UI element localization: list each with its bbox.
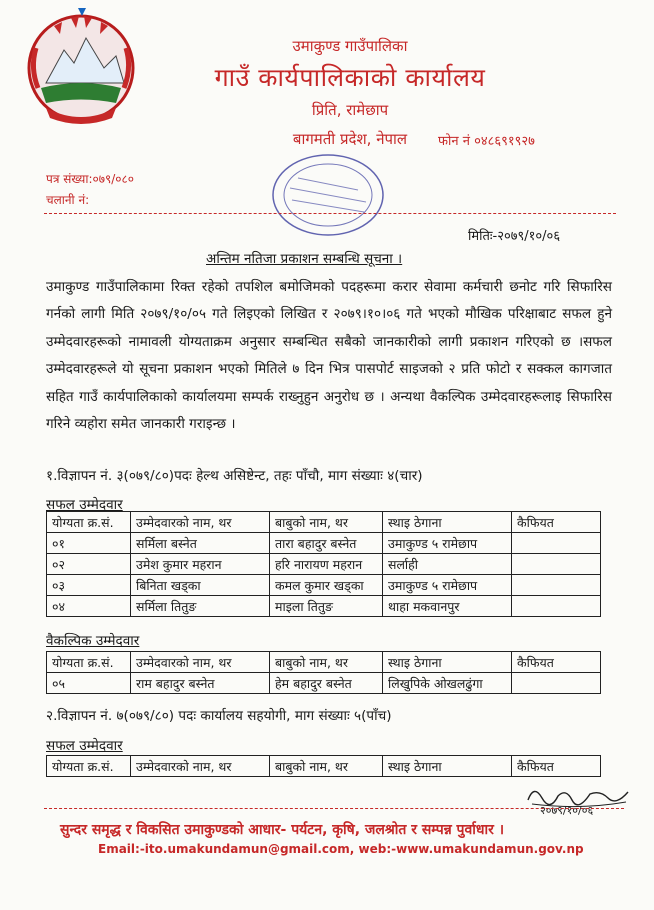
header-cell: उम्मेदवारको नाम, थर	[131, 652, 270, 673]
table-row	[47, 596, 601, 617]
header-cell: उम्मेदवारको नाम, थर	[131, 756, 270, 777]
advert-1-success-table	[46, 511, 601, 617]
table-cell: हेम बहादुर बस्नेत	[270, 673, 383, 694]
dispatch-number: चलानी नं:	[46, 193, 90, 207]
table-header-row	[47, 512, 601, 533]
table-cell: ०२	[47, 554, 131, 575]
table-cell: राम बहादुर बस्नेत	[131, 673, 270, 694]
table-header-row	[47, 652, 601, 673]
office-location: प्रिति, रामेछाप	[311, 101, 389, 119]
header-cell: स्थाइ ठेगाना	[383, 756, 512, 777]
advert-1-alternate-table	[46, 651, 601, 694]
table-cell: सर्लाही	[383, 554, 512, 575]
municipality-name: उमाकुण्ड गाउँपालिका	[292, 37, 408, 55]
header-cell: बाबुको नाम, थर	[270, 512, 383, 533]
advert-2-title: २.विज्ञापन नं. ७(०७९/८०) पदः कार्यालय सहयोगी, माग संख्याः ५(पाँच)	[46, 708, 392, 724]
table-cell	[512, 673, 601, 694]
header-cell: स्थाइ ठेगाना	[383, 512, 512, 533]
table-cell: बिनिता खड्का	[131, 575, 270, 596]
table-cell: माइला तितुङ	[270, 596, 383, 617]
header-cell: उम्मेदवारको नाम, थर	[131, 512, 270, 533]
signature-date: २०७९/१०/०६	[540, 804, 594, 817]
header-cell: योग्यता क्र.सं.	[47, 512, 131, 533]
table-cell: सर्मिला तितुङ	[131, 596, 270, 617]
table-cell: ०५	[47, 673, 131, 694]
table-cell: कमल कुमार खड्का	[270, 575, 383, 596]
header-cell: बाबुको नाम, थर	[270, 652, 383, 673]
table-cell: उमेश कुमार महरान	[131, 554, 270, 575]
header-cell: योग्यता क्र.सं.	[47, 756, 131, 777]
footer-contact: Email:-ito.umakundamun@gmail.com, web:-www.umakundamun.gov.np	[98, 842, 584, 856]
header-cell: कैफियत	[512, 512, 601, 533]
table-cell: उमाकुण्ड ५ रामेछाप	[383, 533, 512, 554]
office-stamp-seal	[268, 150, 388, 240]
footer-slogan: सुन्दर समृद्ध र विकसित उमाकुण्डको आधार- पर्यटन, कृषि, जलश्रोत र सम्पन्न पुर्वाधार ।	[60, 822, 505, 838]
advert-1-success-label: सफल उम्मेदवार	[46, 497, 123, 513]
table-cell	[512, 596, 601, 617]
notice-body: उमाकुण्ड गाउँपालिकामा रिक्त रहेको तपशिल बमोजिमको पदहरूमा करार सेवामा कर्मचारी छनोट गरि सिफारिस गर्नको लागी मिति २०७९/१०/०५ गते लिइएको लिखित र २०७९।१०।०६ गते भएको मौखिक परिक्षाबाट सफल हुने उम्मेदवारहरूको नामावली योग्यताक्रम अनुसार सम्बन्धित सबैको जानकारीको लागी प्रकाशन गरिएको छ ।सफल उम्मेदवारहरूले यो सूचना प्रकाशन भएको मितिले ७ दिन भित्र पासपोर्ट साइजको २ प्रति फोटो र सक्कल कागजात सहित गाउँ कार्यपालिकाको कार्यालयमा सम्पर्क राख्नुहुन अनुरोध छ । अन्यथा वैकल्पिक उम्मेदवारहरूलाइ सिफारिस गरिने व्यहोरा समेत जानकारी गराइन्छ ।	[46, 279, 612, 433]
table-cell: तारा बहादुर बस्नेत	[270, 533, 383, 554]
table-cell: सर्मिला बस्नेत	[131, 533, 270, 554]
table-row	[47, 673, 601, 694]
header-divider	[44, 213, 616, 214]
reference-number: पत्र संख्या:०७९/०८०	[46, 172, 134, 186]
table-cell: उमाकुण्ड ५ रामेछाप	[383, 575, 512, 596]
phone-number: फोन नं ०४८६९१९२७	[438, 134, 535, 149]
nepal-emblem-logo	[16, 8, 146, 128]
advert-1-title: १.विज्ञापन नं. ३(०७९/८०)पदः हेल्थ असिष्टेन्ट, तहः पाँचौ, माग संख्याः ४(चार)	[46, 468, 423, 484]
table-row	[47, 575, 601, 596]
table-row	[47, 554, 601, 575]
advert-2-success-table	[46, 755, 601, 777]
header-cell: कैफियत	[512, 652, 601, 673]
header-cell: बाबुको नाम, थर	[270, 756, 383, 777]
header-cell: स्थाइ ठेगाना	[383, 652, 512, 673]
letter-date: मितिः-२०७९/१०/०६	[468, 229, 561, 244]
table-cell: हरि नारायण महरान	[270, 554, 383, 575]
advert-1-alternate-label: वैकल्पिक उम्मेदवार	[46, 633, 140, 649]
table-cell: ०१	[47, 533, 131, 554]
office-title: गाउँ कार्यपालिकाको कार्यालय	[214, 63, 486, 92]
table-cell	[512, 533, 601, 554]
advert-2-success-label: सफल उम्मेदवार	[46, 738, 123, 754]
header-cell: योग्यता क्र.सं.	[47, 652, 131, 673]
table-cell	[512, 554, 601, 575]
header-cell: कैफियत	[512, 756, 601, 777]
notice-title: अन्तिम नतिजा प्रकाशन सम्बन्धि सूचना ।	[206, 251, 403, 267]
footer-divider	[44, 808, 624, 809]
table-header-row	[47, 756, 601, 777]
table-row	[47, 533, 601, 554]
table-cell: थाहा मकवानपुर	[383, 596, 512, 617]
table-cell: ०३	[47, 575, 131, 596]
table-cell	[512, 575, 601, 596]
table-cell: ०४	[47, 596, 131, 617]
province-line: बागमती प्रदेश, नेपाल	[292, 130, 408, 148]
table-cell: लिखुपिके ओखलढुंगा	[383, 673, 512, 694]
